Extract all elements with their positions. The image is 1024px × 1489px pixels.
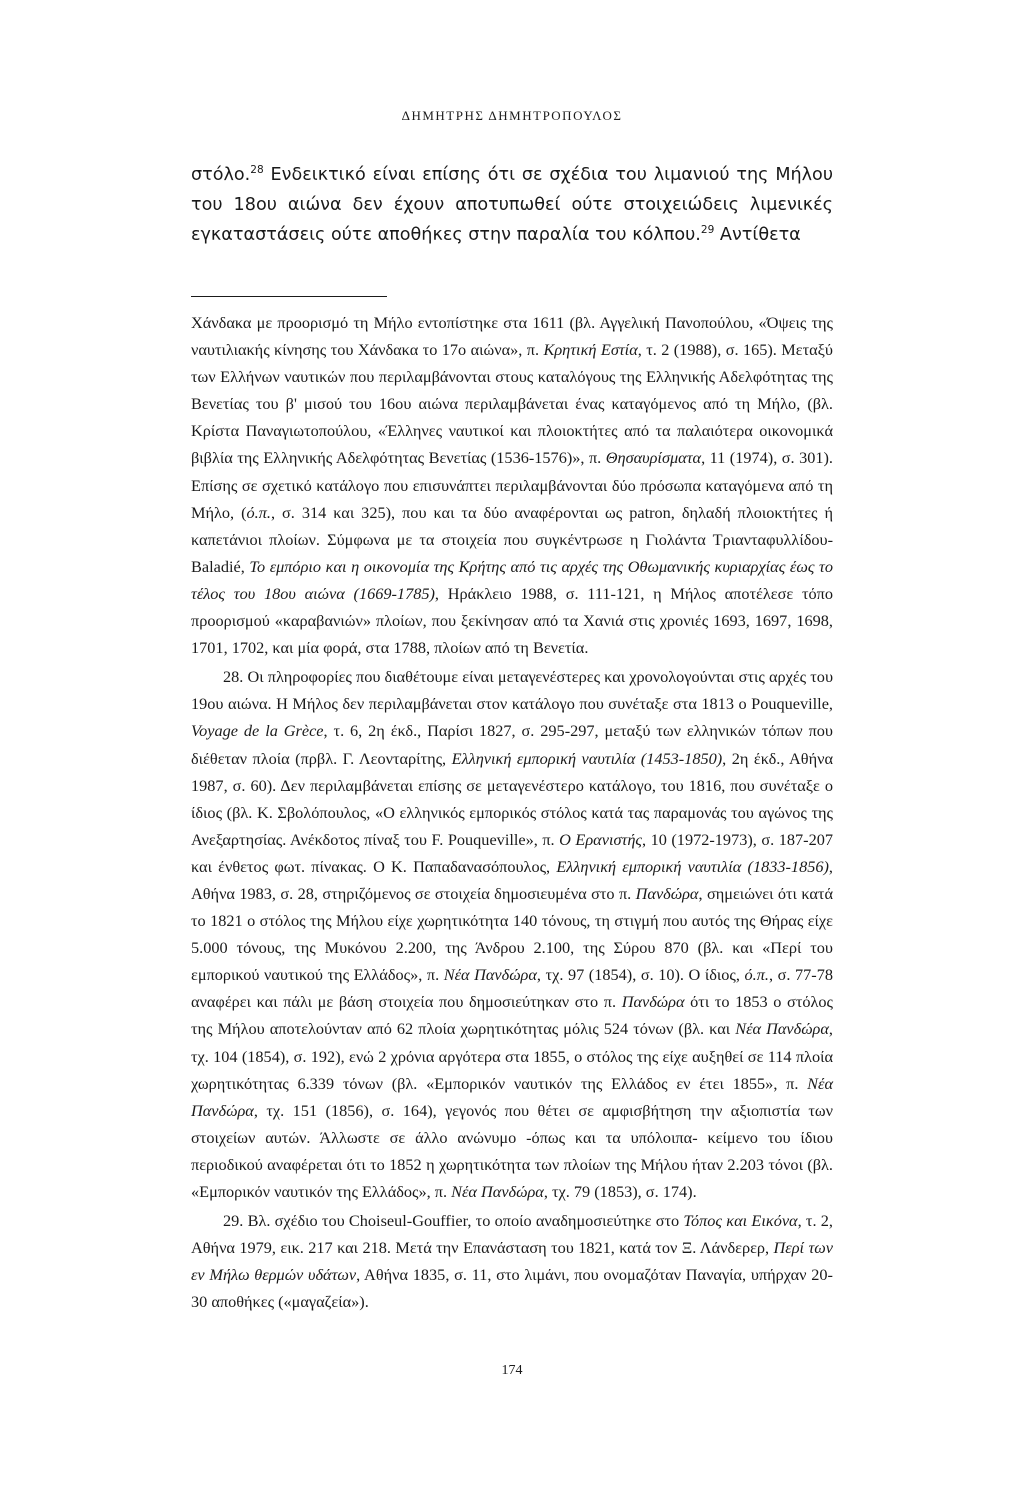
footnote-ref-28[interactable]: 28 [250,164,264,177]
footnote-28: 28. Οι πληροφορίες που διαθέτουμε είναι μεταγενέστερες και χρονολογούνται στις αρχές του 19ου αιώνα. Η Μήλος δεν περιλαμβάνεται στον κατάλογο που συνέταξε στα 1813 ο Pouqueville, Voyage de la Grèce, τ. 6, 2η έκδ., Παρίσι 1827, σ. 295-297, μεταξύ των ελληνικών τόπων που διέθεταν πλοία (πρβλ. Γ. Λεονταρίτης, Ελληνική εμπορική ναυτιλία (1453-1850), 2η έκδ., Αθήνα 1987, σ. 60). Δεν περιλαμβάνεται επίσης σε μεταγενέστερο κατάλογο, του 1816, που συνέταξε ο ίδιος (βλ. Κ. Σβολόπουλος, «Ο ελληνικός εμπορικός στόλος κατά τας παραμονάς του αγώνος της Ανεξαρτησίας. Ανέκδοτος πίναξ του F. Pouqueville», π. Ο Ερανιστής, 10 (1972-1973), σ. 187-207 και ένθετος φωτ. πίνακας. Ο Κ. Παπαδανασόπουλος, Ελληνική εμπορική ναυτιλία (1833-1856), Αθήνα 1983, σ. 28, στηριζόμενος σε στοιχεία δημοσιευμένα στο π. Πανδώρα, σημειώνει ότι κατά το 1821 ο στόλος της Μήλου είχε χωρητικότητα 140 τόνους, τη στιγμή που αυτός της Θήρας είχε 5.000 τόνους, της Μυκόνου 2.200, της Άνδρου 2.100, της Σύρου 870 (βλ. και «Περί του εμπορικού ναυτικού της Ελλάδος», π. Νέα Πανδώρα, τχ. 97 (1854), σ. 10). Ο ίδιος, ό.π., σ. 77-78 αναφέρει και πάλι με βάση στοιχεία που δημοσιεύτηκαν στο π. Πανδώρα ότι το 1853 ο στόλος της Μήλου αποτελούνταν από 62 πλοία χωρητικότητας μόλις 524 τόνων (βλ. και Νέα Πανδώρα, τχ. 104 (1854), σ. 192), ενώ 2 χρόνια αργότερα στα 1855, ο στόλος της είχε αυξηθεί σε 114 πλοία χωρητικότητας 6.339 τόνων (βλ. «Εμπορικόν ναυτικόν της Ελλάδος εν έτει 1855», π. Νέα Πανδώρα, τχ. 151 (1856), σ. 164), γεγονός που θέτει σε αμφισβήτηση την αξιοπιστία των στοιχείων αυτών. Άλλωστε σε άλλο ανώνυμο -όπως και τα υπόλοιπα- κείμενο του ίδιου περιοδικού αναφέρεται ότι το 1852 η χωρητικότητα των πλοίων της Μήλου ήταν 2.203 τόνοι (βλ. «Εμπορικόν ναυτικόν της Ελλάδος», π. Νέα Πανδώρα, τχ. 79 (1853), σ. 174). [191,667,834,1201]
footnote-ref-29[interactable]: 29 [700,224,715,237]
page-number: 174 [501,1363,523,1378]
footnote-separator [191,296,387,297]
footnotes [191,309,833,1315]
running-header: ΔΗΜΗΤΡΗΣ ΔΗΜΗΤΡΟΠΟΥΛΟΣ [401,108,623,123]
main-text [191,160,833,250]
main-paragraph: στόλο.$^{28}$ Ενδεικτικό είναι επίσης ότι σε σχέδια του λιμανιού της Μήλου του 18ου αιώνα δεν έχουν αποτυπωθεί ούτε στοιχειώδεις λιμενικές εγκαταστάσεις ούτε αποθήκες στην παραλία του κόλπου.$^{29}$ Αντίθετα [191,164,833,245]
footnote-29: 29. Βλ. σχέδιο του Choiseul-Gouffier, το οποίο αναδημοσιεύτηκε στο Τόπος και Εικόνα, τ. 2, Αθήνα 1979, εικ. 217 και 218. Μετά την Επανάσταση του 1821, κατά τον Ξ. Λάνδερερ, Περί των εν Μήλω θερμών υδάτων, Αθήνα 1835, σ. 11, στο λιμάνι, που ονομαζόταν Παναγία, υπήρχαν 20-30 αποθήκες («μαγαζεία»). [191,1211,833,1312]
footnote-continuation: Χάνδακα με προορισμό τη Μήλο εντοπίστηκε στα 1611 (βλ. Αγγελική Πανοπούλου, «Όψεις της ναυτιλιακής κίνησης του Χάνδακα το 17ο αιώνα», π. Κρητική Εστία, τ. 2 (1988), σ. 165). Μεταξύ των Ελλήνων ναυτικών που περιλαμβάνονται στους καταλόγους της Ελληνικής Αδελφότητας της Βενετίας του β' μισού του 16ου αιώνα περιλαμβάνεται ένας καταγόμενος από τη Μήλο, (βλ. Κρίστα Παναγιωτοπούλου, «Έλληνες ναυτικοί και πλοιοκτήτες από τα παλαιότερα οικονομικά βιβλία της Ελληνικής Αδελφότητας Βενετίας (1536-1576)», π. Θησαυρίσματα, 11 (1974), σ. 301). Επίσης σε σχετικό κατάλογο που επισυνάπτει περιλαμβάνονται δύο πρόσωπα καταγόμενα από τη Μήλο, (ό.π., σ. 314 και 325), που και τα δύο αναφέρονται ως patron, δηλαδή πλοιοκτήτες ή καπετάνιοι πλοίων. Σύμφωνα με τα στοιχεία που συγκέντρωσε η Γιολάντα Τριανταφυλλίδου-Baladié, Το εμπόριο και η οικονομία της Κρήτης από τις αρχές της Οθωμανικής κυριαρχίας έως το τέλος του 18ου αιώνα (1669-1785), Ηράκλειο 1988, σ. 111-121, η Μήλος αποτέλεσε τόπο προορισμού «καραβανιών» πλοίων, που ξεκίνησαν από τα Χανιά στις χρονιές 1693, 1697, 1698, 1701, 1702, και μία φορά, στα 1788, πλοίων από τη Βενετία. [191,313,834,658]
